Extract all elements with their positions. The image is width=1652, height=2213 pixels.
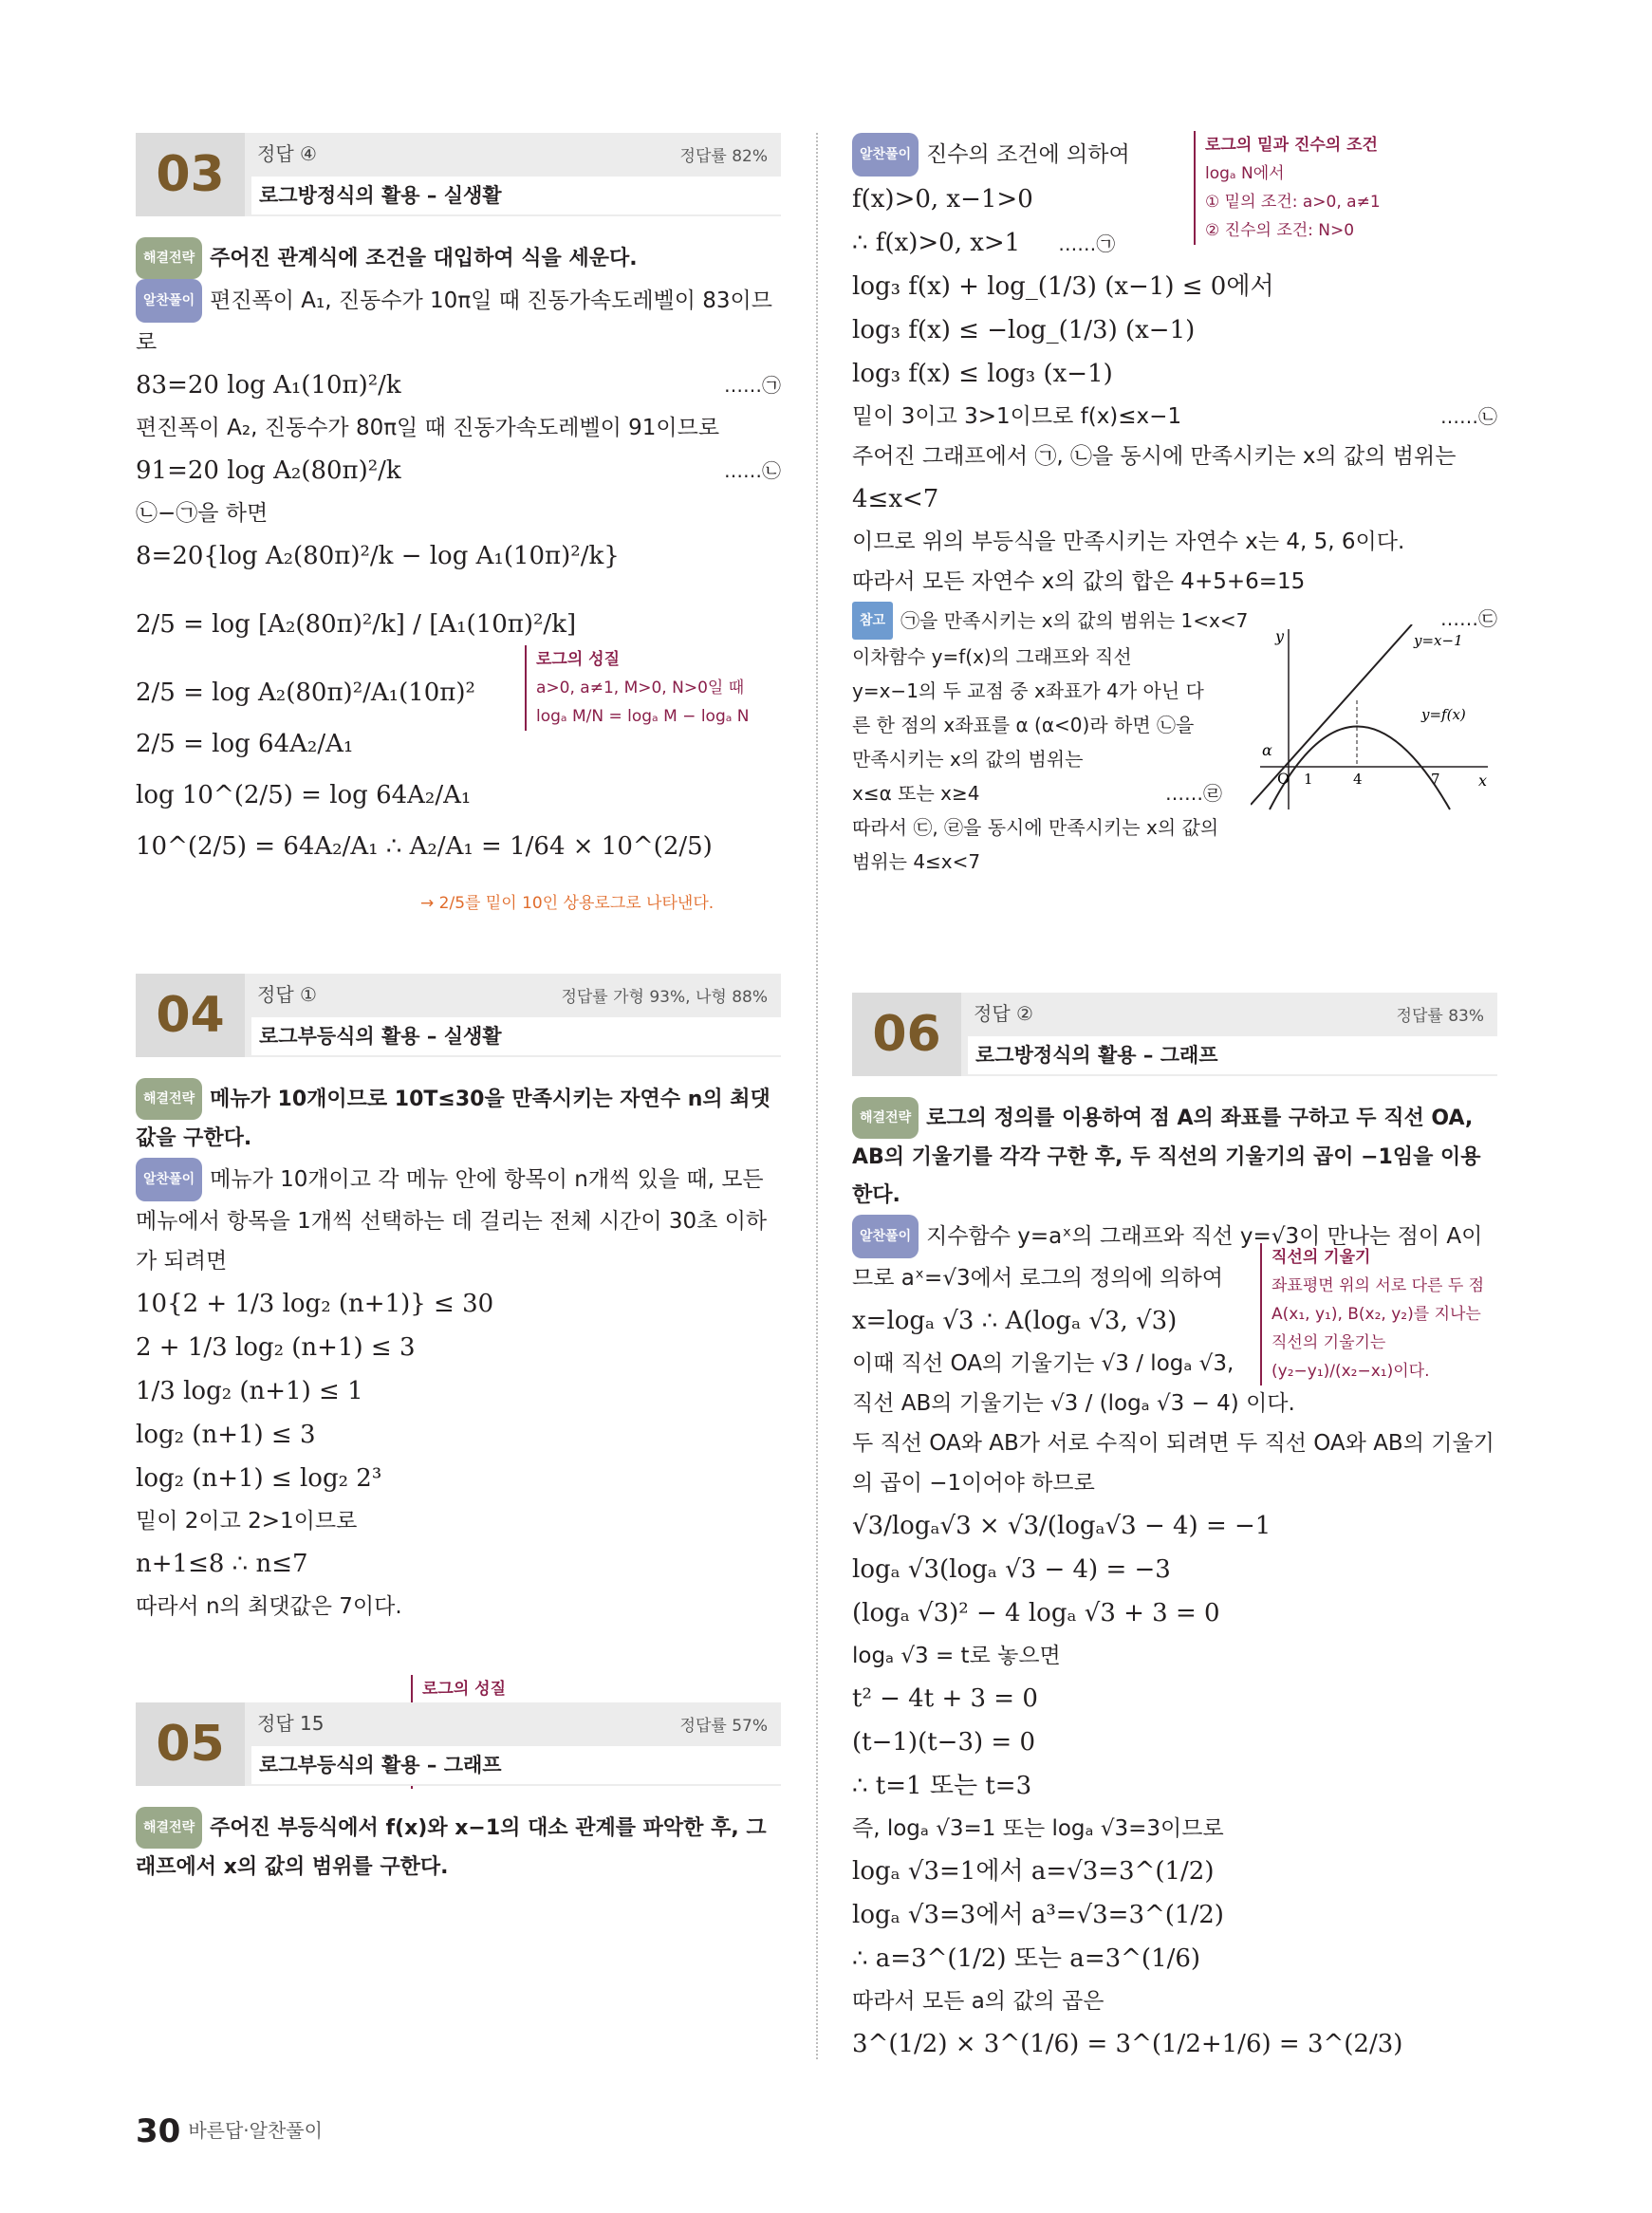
note-title: 로그의 밑과 진수의 조건 — [1205, 136, 1378, 155]
tick-label-7: 7 — [1431, 771, 1440, 788]
left-column — [136, 133, 781, 1887]
equation: t² − 4t + 3 = 0 — [852, 1684, 1038, 1713]
strategy-text: 주어진 부등식에서 f(x)와 x−1의 대소 관계를 파악한 후, 그래프에서 x의 값의 범위를 구한다. — [136, 1816, 767, 1879]
text-line: 편진폭이 A₂, 진동수가 80π일 때 진동가속도레벨이 91이므로 — [136, 416, 720, 440]
reference-text-content: x≤α 또는 x≥4 — [852, 782, 980, 805]
note-line: 직선의 기울기는 (y₂−y₁)/(x₂−x₁)이다. — [1271, 1333, 1430, 1381]
note-slope — [1260, 1243, 1497, 1385]
strategy-text: 메뉴가 10개이므로 10T≤30을 만족시키는 자연수 n의 최댓값을 구한다. — [136, 1088, 770, 1150]
equation: 8=20{log A₂(80π)²/k − log A₁(10π)²/k} — [136, 542, 620, 570]
answer-label: 정답 ② — [974, 1002, 1033, 1025]
reference-text — [852, 776, 1232, 810]
solution-tag: 알찬풀이 — [136, 279, 202, 323]
reference-text: ㉠을 만족시키는 x의 값의 범위는 1<x<7 — [900, 609, 1249, 632]
y-axis-label: y — [1275, 627, 1285, 645]
alpha-label: α — [1262, 741, 1272, 759]
tick-label-1: 1 — [1304, 771, 1313, 788]
reference-text: 범위는 4≤x<7 — [852, 850, 981, 873]
equation: f(x)>0, x−1>0 — [852, 185, 1033, 214]
equation-mark: ……㉡ — [1440, 405, 1497, 428]
solution-intro — [136, 1158, 781, 1281]
equation-text: 91=20 log A₂(80π)²/k — [136, 456, 401, 485]
note-line: logₐ N에서 — [1205, 164, 1285, 183]
equation: 2/5 = log A₂(80π)²/A₁(10π)² — [136, 679, 475, 707]
note-base-condition — [1194, 131, 1381, 245]
note-line: ① 밑의 조건: a>0, a≠1 — [1205, 193, 1381, 212]
equation: ∴ t=1 또는 t=3 — [852, 1772, 1032, 1800]
text-line — [852, 397, 1497, 437]
equation: log₂ (n+1) ≤ 3 — [136, 1421, 316, 1449]
reference-text: 른 한 점의 x좌표를 α (α<0)라 하면 ㉡을 — [852, 714, 1195, 736]
note-line: a>0, a≠1, M>0, N>0일 때 — [536, 679, 745, 697]
solution-intro — [136, 279, 781, 363]
curve-label: y=f(x) — [1421, 706, 1466, 723]
spacer — [136, 869, 781, 974]
strategy-tag: 해결전략 — [136, 1078, 202, 1120]
problem-number: 06 — [852, 993, 961, 1076]
equation-mark: ……㉡ — [724, 459, 781, 482]
equation: logₐ √3=3에서 a³=√3=3^(1/2) — [852, 1901, 1224, 1929]
equation-mark: ……㉠ — [724, 374, 781, 397]
spacer — [852, 879, 1497, 993]
equation-text: ∴ f(x)>0, x>1 — [852, 229, 1021, 257]
equation: 10{2 + 1/3 log₂ (n+1)} ≤ 30 — [136, 1290, 494, 1318]
solution-tag: 알찬풀이 — [852, 133, 919, 177]
line-y-x-1 — [1251, 624, 1412, 805]
problem-number: 03 — [136, 133, 245, 216]
text-line: 메뉴가 10개이고 각 메뉴 안에 항목이 n개씩 있을 때, 모든 메뉴에서 항목을 1개씩 선택하는 데 걸리는 전체 시간이 30초 이하가 되려면 — [136, 1167, 768, 1274]
equation-mark: ……㉠ — [1058, 232, 1116, 255]
line-label: y=x−1 — [1414, 632, 1463, 649]
book-label: 바른답·알찬풀이 — [188, 2119, 323, 2142]
solution-tag: 알찬풀이 — [136, 1158, 202, 1201]
text-line: 편진폭이 A₁, 진동수가 10π일 때 진동가속도레벨이 83이므로 — [136, 288, 772, 355]
function-graph — [1251, 624, 1497, 814]
reference-body — [852, 640, 1232, 879]
equation: ∴ a=3^(1/2) 또는 a=3^(1/6) — [852, 1944, 1201, 1973]
right-column — [852, 133, 1497, 2067]
note-line: logₐ M/N = logₐ M − logₐ N — [536, 707, 750, 726]
correct-rate: 정답률 83% — [1396, 1007, 1484, 1026]
note-line: 2/5를 밑이 10인 상용로그로 나타낸다. — [438, 894, 715, 913]
equation: log₃ f(x) ≤ −log_(1/3) (x−1) — [852, 316, 1196, 344]
problem-topic: 로그부등식의 활용 – 실생활 — [251, 1017, 781, 1055]
strategy-tag: 해결전략 — [136, 237, 202, 279]
problem-topic: 로그방정식의 활용 – 실생활 — [251, 177, 781, 214]
column-divider — [816, 133, 818, 2059]
solution-intro — [852, 133, 1497, 177]
equation: (logₐ √3)² − 4 logₐ √3 + 3 = 0 — [852, 1599, 1220, 1627]
equation-mark: ……㉣ — [1165, 782, 1222, 805]
x-axis-label: x — [1478, 772, 1488, 790]
reference-text: 따라서 ㉢, ㉣을 동시에 만족시키는 x의 값의 — [852, 816, 1219, 839]
note-log-property — [525, 645, 750, 731]
note-arrow: → — [420, 894, 439, 913]
text-line: 직선 AB의 기울기는 √3 / (logₐ √3 − 4) 이다. — [852, 1391, 1295, 1416]
problem-04-header — [136, 974, 781, 1057]
text-line: 밑이 2이고 2>1이므로 — [136, 1509, 358, 1534]
equation: 2/5 = log 64A₂/A₁ — [136, 730, 354, 758]
equation: log₃ f(x) + log_(1/3) (x−1) ≤ 0에서 — [852, 272, 1274, 301]
correct-rate: 정답률 가형 93%, 나형 88% — [561, 988, 768, 1007]
tick-label-4: 4 — [1353, 771, 1363, 788]
strategy-tag: 해결전략 — [852, 1097, 919, 1139]
problem-06-header — [852, 993, 1497, 1076]
problem-topic: 로그부등식의 활용 – 그래프 — [251, 1746, 781, 1784]
equation-text: 83=20 log A₁(10π)²/k — [136, 371, 401, 400]
equation: 4≤x<7 — [852, 485, 939, 513]
equation: 2/5 = log [A₂(80π)²/k] / [A₁(10π)²/k] — [136, 610, 577, 639]
text-line: 따라서 모든 자연수 x의 값의 합은 4+5+6=15 — [852, 569, 1306, 594]
note-common-log — [411, 889, 714, 918]
note-line: 좌표평면 위의 서로 다른 두 점 — [1271, 1276, 1485, 1295]
equation: n+1≤8 ∴ n≤7 — [136, 1550, 308, 1578]
equation: 10^(2/5) = 64A₂/A₁ ∴ A₂/A₁ = 1/64 × 10^(2/5) — [136, 832, 713, 861]
strategy-line — [136, 1807, 781, 1887]
correct-rate: 정답률 82% — [679, 147, 768, 166]
equation: 2 + 1/3 log₂ (n+1) ≤ 3 — [136, 1333, 416, 1362]
equation: √3/logₐ√3 × √3/(logₐ√3 − 4) = −1 — [852, 1512, 1271, 1540]
strategy-text: 로그의 정의를 이용하여 점 A의 좌표를 구하고 두 직선 OA, AB의 기울기를 각각 구한 후, 두 직선의 기울기의 곱이 −1임을 이용한다. — [852, 1106, 1481, 1207]
problem-topic: 로그방정식의 활용 – 그래프 — [968, 1036, 1497, 1074]
page-number: 30 — [136, 2112, 181, 2150]
problem-03-header — [136, 133, 781, 216]
text-line: 즉, logₐ √3=1 또는 logₐ √3=3이므로 — [852, 1816, 1224, 1841]
equation — [136, 450, 781, 492]
text-line: 따라서 모든 a의 값의 곱은 — [852, 1989, 1104, 2014]
equation: logₐ √3(logₐ √3 − 4) = −3 — [852, 1555, 1171, 1584]
text-content: 밑이 3이고 3>1이므로 f(x)≤x−1 — [852, 404, 1182, 429]
note-title: 로그의 성질 — [422, 1680, 507, 1699]
answer-label: 정답 ① — [257, 983, 317, 1006]
reference-text: 만족시키는 x의 값의 범위는 — [852, 748, 1084, 771]
equation: log 10^(2/5) = log 64A₂/A₁ — [136, 781, 472, 809]
strategy-tag: 해결전략 — [136, 1807, 202, 1849]
strategy-line — [852, 1097, 1497, 1215]
reference-text: 이차함수 y=f(x)의 그래프와 직선 — [852, 645, 1132, 668]
parabola-curve — [1270, 727, 1450, 810]
reference-tag: 참고 — [852, 602, 893, 640]
equation: 3^(1/2) × 3^(1/6) = 3^(1/2+1/6) = 3^(2/3) — [852, 2030, 1403, 2058]
strategy-line — [136, 1078, 781, 1158]
text-line: 따라서 n의 최댓값은 7이다. — [136, 1594, 402, 1619]
equation — [136, 364, 781, 406]
text-line: ㉡−㉠을 하면 — [136, 501, 269, 526]
page-footer — [136, 2112, 323, 2150]
text-line: 두 직선 OA와 AB가 서로 수직이 되려면 두 직선 OA와 AB의 기울기의 곱이 −1이어야 하므로 — [852, 1431, 1494, 1496]
strategy-line — [136, 237, 781, 279]
correct-rate: 정답률 57% — [679, 1717, 768, 1736]
problem-number: 04 — [136, 974, 245, 1057]
text-line: 지수함수 y=aˣ의 그래프와 직선 y=√3이 만나는 점이 A이므로 aˣ=√3에서 로그의 정의에 의하여 — [852, 1224, 1483, 1291]
equation: log₃ f(x) ≤ log₃ (x−1) — [852, 360, 1113, 388]
text-line: logₐ √3 = t로 놓으면 — [852, 1644, 1061, 1668]
text-line: 진수의 조건에 의하여 — [926, 142, 1130, 167]
problem-number: 05 — [136, 1702, 245, 1786]
equation: log₂ (n+1) ≤ log₂ 2³ — [136, 1464, 382, 1493]
equation: (t−1)(t−3) = 0 — [852, 1728, 1035, 1757]
note-line: A(x₁, y₁), B(x₂, y₂)를 지나는 — [1271, 1305, 1481, 1324]
solution-tag: 알찬풀이 — [852, 1215, 919, 1258]
equation: x=logₐ √3 ∴ A(logₐ √3, √3) — [852, 1307, 1178, 1335]
equation-mark: ……㉢ — [1440, 607, 1497, 630]
equation: 1/3 log₂ (n+1) ≤ 1 — [136, 1377, 363, 1405]
equation: logₐ √3=1에서 a=√3=3^(1/2) — [852, 1857, 1215, 1886]
answer-label: 정답 ④ — [257, 142, 317, 165]
text-line: 주어진 그래프에서 ㉠, ㉡을 동시에 만족시키는 x의 값의 범위는 — [852, 444, 1457, 469]
text-line: 이때 직선 OA의 기울기는 √3 / logₐ √3, — [852, 1351, 1234, 1376]
text-line: 이므로 위의 부등식을 만족시키는 자연수 x는 4, 5, 6이다. — [852, 530, 1405, 554]
note-title: 직선의 기울기 — [1271, 1248, 1371, 1267]
note-line: ② 진수의 조건: N>0 — [1205, 221, 1355, 240]
answer-label: 정답 15 — [257, 1712, 325, 1735]
strategy-text: 주어진 관계식에 조건을 대입하여 식을 세운다. — [210, 247, 638, 270]
note-title: 로그의 성질 — [536, 650, 621, 669]
equation — [852, 222, 1497, 264]
problem-05-header — [136, 1702, 781, 1786]
origin-label: O — [1277, 770, 1290, 788]
reference-text: y=x−1의 두 교점 중 x좌표가 4가 아닌 다 — [852, 679, 1204, 702]
